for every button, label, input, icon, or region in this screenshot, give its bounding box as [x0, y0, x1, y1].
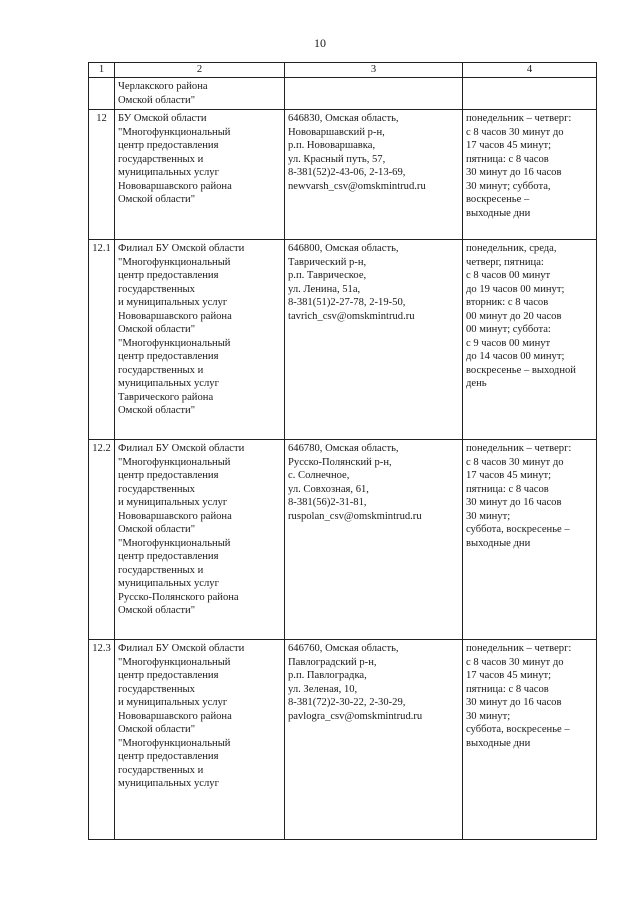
working-hours-line: понедельник – четверг:	[466, 443, 572, 454]
address-contacts-line: р.п. Нововаршавка,	[288, 140, 376, 151]
mfc-table	[88, 62, 597, 840]
table-row	[89, 78, 597, 110]
address-contacts-line: pavlogra_csv@omskmintrud.ru	[288, 710, 423, 722]
institution-name-line: центр предоставления	[118, 751, 219, 762]
address-contacts-line: р.п. Таврическое,	[288, 270, 367, 281]
address-contacts-line: 646780, Омская область,	[288, 443, 399, 454]
working-hours-cell	[463, 110, 597, 240]
address-contacts-cell	[285, 640, 463, 840]
institution-name-line: Омской области"	[118, 324, 196, 335]
working-hours-line: 30 минут; суббота,	[466, 180, 551, 192]
institution-name-line: государственных	[118, 283, 195, 295]
institution-name-line: Филиал БУ Омской области	[118, 643, 245, 654]
table-row	[89, 640, 597, 840]
institution-name-line: центр предоставления	[118, 140, 219, 151]
institution-name-line: "Многофункциональный	[118, 656, 231, 668]
working-hours-line: понедельник – четверг:	[466, 113, 572, 124]
address-contacts-line: 646830, Омская область,	[288, 113, 399, 124]
institution-name-line: государственных	[118, 683, 195, 695]
institution-name-line: "Многофункциональный	[118, 737, 231, 749]
address-contacts-line: 646800, Омская область,	[288, 243, 399, 254]
institution-name-line: Нововаршавского района	[118, 510, 232, 522]
institution-name-line: и муниципальных услуг	[118, 497, 228, 508]
working-hours-cell	[463, 240, 597, 440]
working-hours-line: 30 минут до 16 часов	[466, 697, 562, 708]
row-number-text: 12.3	[92, 643, 111, 654]
address-contacts-line: Нововаршавский р-н,	[288, 126, 385, 138]
row-number	[89, 110, 115, 240]
working-hours-line: пятница: с 8 часов	[466, 483, 549, 495]
institution-name-line: Омской области"	[118, 605, 196, 616]
institution-name-line: Филиал БУ Омской области	[118, 443, 245, 454]
institution-name-line: "Многофункциональный	[118, 256, 231, 268]
institution-name-line: Нововаршавского района	[118, 310, 232, 322]
address-contacts-line: р.п. Павлоградка,	[288, 670, 367, 681]
row-number	[89, 240, 115, 440]
institution-name-cell	[115, 110, 285, 240]
working-hours-line: выходные дни	[466, 207, 531, 219]
institution-name-line: центр предоставления	[118, 551, 219, 562]
working-hours-line: вторник: с 8 часов	[466, 297, 549, 308]
institution-name-line: "Многофункциональный	[118, 337, 231, 349]
working-hours-line: 30 минут;	[466, 510, 511, 522]
working-hours-line: с 8 часов 30 минут до	[466, 656, 564, 668]
address-contacts-line: 646760, Омская область,	[288, 643, 399, 654]
working-hours-cell	[463, 640, 597, 840]
working-hours-line: пятница: с 8 часов	[466, 683, 549, 695]
address-contacts-cell	[285, 440, 463, 640]
institution-name-line: "Многофункциональный	[118, 456, 231, 468]
header-col-4: 4	[463, 63, 597, 78]
working-hours-line: 00 минут до 20 часов	[466, 310, 562, 322]
institution-name-cell	[115, 240, 285, 440]
address-contacts-line: Русско-Полянский р-н,	[288, 456, 392, 468]
institution-name-line: Омской области"	[118, 524, 196, 535]
address-contacts-line: ул. Зеленая, 10,	[288, 683, 358, 695]
address-contacts-cell	[285, 110, 463, 240]
institution-name-line: Омской области"	[118, 724, 196, 735]
working-hours-line: 00 минут; суббота:	[466, 324, 551, 335]
institution-name-line: центр предоставления	[118, 470, 219, 481]
institution-name-line: центр предоставления	[118, 351, 219, 362]
institution-name-line: государственных и	[118, 764, 204, 776]
institution-name-line: Омской области"	[118, 94, 196, 106]
working-hours-cell	[463, 440, 597, 640]
institution-name-line: Омской области"	[118, 194, 196, 205]
working-hours-line: суббота, воскресенье –	[466, 524, 570, 535]
address-contacts-line: newvarsh_csv@omskmintrud.ru	[288, 180, 426, 192]
working-hours-line: с 8 часов 30 минут до	[466, 126, 564, 138]
institution-name-line: Черлакского района	[118, 81, 208, 92]
working-hours-line: 30 минут;	[466, 710, 511, 722]
institution-name-line: и муниципальных услуг	[118, 297, 228, 308]
table-row	[89, 440, 597, 640]
working-hours-line: понедельник, среда,	[466, 243, 557, 254]
address-contacts-line: Таврический р-н,	[288, 256, 367, 268]
address-contacts-line: ул. Красный путь, 57,	[288, 153, 386, 165]
institution-name-line: государственных и	[118, 564, 204, 576]
working-hours-line: воскресенье –	[466, 194, 530, 205]
row-number	[89, 78, 115, 110]
working-hours-line: день	[466, 378, 487, 389]
address-contacts-line: с. Солнечное,	[288, 470, 350, 481]
working-hours-line: до 14 часов 00 минут;	[466, 351, 565, 362]
institution-name-line: Нововаршавского района	[118, 710, 232, 722]
institution-name-cell	[115, 640, 285, 840]
row-number	[89, 440, 115, 640]
header-col-1: 1	[89, 63, 115, 78]
address-contacts-line: 8-381(72)2-30-22, 2-30-29,	[288, 697, 406, 708]
working-hours-line: до 19 часов 00 минут;	[466, 283, 565, 295]
institution-name-line: "Многофункциональный	[118, 126, 231, 138]
institution-name-line: Омской области"	[118, 405, 196, 416]
working-hours-line: 30 минут до 16 часов	[466, 167, 562, 178]
institution-name-cell	[115, 78, 285, 110]
institution-name-line: центр предоставления	[118, 270, 219, 281]
address-contacts-line: 8-381(56)2-31-81,	[288, 497, 367, 508]
working-hours-line: с 9 часов 00 минут	[466, 337, 551, 349]
institution-name-line: государственных и	[118, 364, 204, 376]
institution-name-line: муниципальных услуг	[118, 778, 219, 789]
address-contacts-line: 8-381(52)2-43-06, 2-13-69,	[288, 167, 406, 178]
header-col-3: 3	[285, 63, 463, 78]
address-contacts-cell	[285, 240, 463, 440]
working-hours-line: 17 часов 45 минут;	[466, 470, 552, 481]
table-row	[89, 110, 597, 240]
institution-name-line: государственных и	[118, 153, 204, 165]
institution-name-line: Нововаршавского района	[118, 180, 232, 192]
working-hours-line: суббота, воскресенье –	[466, 724, 570, 735]
working-hours-line: четверг, пятница:	[466, 256, 544, 268]
working-hours-line: выходные дни	[466, 737, 531, 749]
working-hours-line: понедельник – четверг:	[466, 643, 572, 654]
address-contacts-line: ул. Ленина, 51а,	[288, 283, 361, 295]
institution-name-line: Филиал БУ Омской области	[118, 243, 245, 254]
working-hours-cell	[463, 78, 597, 110]
institution-name-line: государственных	[118, 483, 195, 495]
institution-name-line: муниципальных услуг	[118, 378, 219, 389]
row-number-text: 12.1	[92, 243, 111, 254]
institution-name-line: муниципальных услуг	[118, 578, 219, 589]
working-hours-line: с 8 часов 00 минут	[466, 270, 551, 281]
working-hours-line: 17 часов 45 минут;	[466, 140, 552, 151]
working-hours-line: с 8 часов 30 минут до	[466, 456, 564, 468]
page-number: 10	[314, 36, 326, 50]
working-hours-line: пятница: с 8 часов	[466, 153, 549, 165]
row-number-text: 12	[96, 113, 107, 124]
address-contacts-line: ruspolan_csv@omskmintrud.ru	[288, 510, 422, 522]
header-col-2: 2	[115, 63, 285, 78]
table-row	[89, 240, 597, 440]
row-number	[89, 640, 115, 840]
working-hours-line: выходные дни	[466, 537, 531, 549]
institution-name-line: Таврического района	[118, 391, 214, 403]
institution-name-line: "Многофункциональный	[118, 537, 231, 549]
institution-name-cell	[115, 440, 285, 640]
address-contacts-line: ул. Совхозная, 61,	[288, 483, 369, 495]
address-contacts-line: Павлоградский р-н,	[288, 656, 377, 668]
row-number-text: 12.2	[92, 443, 111, 454]
address-contacts-line: 8-381(51)2-27-78, 2-19-50,	[288, 297, 406, 308]
working-hours-line: 30 минут до 16 часов	[466, 497, 562, 508]
working-hours-line: воскресенье – выходной	[466, 364, 576, 376]
working-hours-line: 17 часов 45 минут;	[466, 670, 552, 681]
address-contacts-cell	[285, 78, 463, 110]
table-header-row	[89, 63, 597, 78]
address-contacts-line: tavrich_csv@omskmintrud.ru	[288, 310, 415, 322]
institution-name-line: муниципальных услуг	[118, 167, 219, 178]
institution-name-line: Русско-Полянского района	[118, 591, 239, 603]
institution-name-line: и муниципальных услуг	[118, 697, 228, 708]
institution-name-line: центр предоставления	[118, 670, 219, 681]
institution-name-line: БУ Омской области	[118, 113, 207, 124]
